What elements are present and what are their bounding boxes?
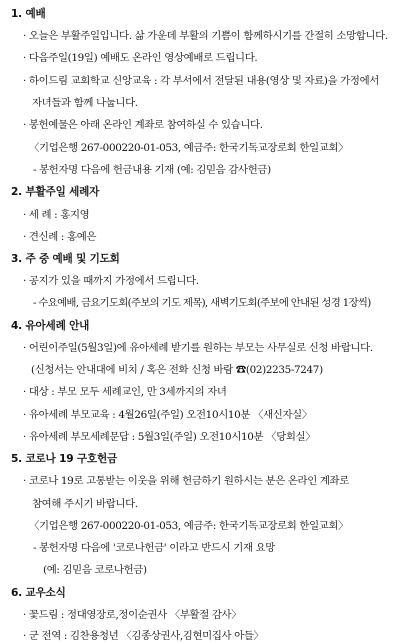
- section-heading-member-news: 6. 교우소식: [11, 587, 66, 599]
- bank-account-line: 〈기업은행 267-000220-01-053, 예금주: 한국기독교장로회 한일교회〉: [29, 142, 349, 154]
- infant-line-2: (신청서는 안내대에 비치 / 혹은 전화 신청 바람 ☎(02)2235-7247): [31, 364, 323, 376]
- prayer-line-2: - 수요예배, 금요기도회(주보의 기도 제목), 새벽기도회(주보에 안내된 성경 1장씩): [33, 297, 371, 309]
- covid-line-2: 참여해 주시기 바랍니다.: [32, 498, 138, 510]
- worship-line-1: · 오늘은 부활주일입니다. 삶 가운데 부활의 기쁨이 함께하시기를 간절히 소망합니다.: [23, 30, 388, 42]
- section-heading-worship: 1. 예배: [11, 8, 46, 20]
- worship-line-2: · 다음주일(19일) 예배도 온라인 영상예배로 드립니다.: [23, 52, 258, 64]
- prayer-line-1: · 공지가 있을 때까지 가정에서 드립니다.: [23, 275, 199, 287]
- infant-line-5: · 유아세례 부모세례문답 : 5월3일(주일) 오전10시10분 〈당회실〉: [23, 431, 316, 443]
- section-heading-baptism: 2. 부활주일 세례자: [11, 186, 100, 198]
- infant-line-1: · 어린이주일(5월3일)에 유아세례 받기를 원하는 부모는 사무실로 신청 바랍니다.: [23, 342, 373, 354]
- covid-line-5: (예: 김믿음 코로나헌금): [43, 564, 147, 576]
- worship-line-5: · 봉헌예물은 아래 온라인 계좌로 참여하실 수 있습니다.: [23, 119, 263, 131]
- offering-note-line: - 봉헌자명 다음에 헌금내용 기재 (예: 김믿음 감사헌금): [33, 164, 271, 176]
- infant-line-4: · 유아세례 부모교육 : 4월26일(주일) 오전10시10분 〈새신자실〉: [23, 409, 312, 421]
- news-line-2: · 군 전역 : 김찬용청년 〈김종상권사,김현미집사 아들〉: [23, 630, 264, 642]
- worship-line-3: · 하이드림 교회학교 신앙교육 : 각 부서에서 전달된 내용(영상 및 자료)을 가정에서: [23, 75, 379, 87]
- covid-bank-account-line: 〈기업은행 267-000220-01-053, 예금주: 한국기독교장로회 한일교회〉: [29, 520, 349, 532]
- worship-line-4: 자녀들과 함께 나눕니다.: [32, 97, 138, 109]
- covid-line-1: · 코로나 19로 고통받는 이웃을 위해 헌금하기 원하시는 분은 온라인 계좌로: [23, 475, 349, 487]
- section-heading-covid-relief: 5. 코로나 19 구호헌금: [11, 453, 118, 465]
- baptism-line-2: · 견신례 : 홍예은: [23, 231, 97, 243]
- baptism-line-1: · 세 례 : 홍지영: [23, 209, 90, 221]
- news-line-1: · 꽃드림 : 정대영장로,정이순권사 〈부활절 감사〉: [23, 609, 242, 621]
- section-heading-infant-baptism: 4. 유아세례 안내: [11, 320, 90, 332]
- section-heading-weekly-prayer: 3. 주 중 예배 및 기도회: [11, 253, 120, 265]
- infant-line-3: · 대상 : 부모 모두 세례교인, 만 3세까지의 자녀: [23, 386, 227, 398]
- covid-line-4: - 봉헌자명 다음에 '코로나헌금' 이라고 반드시 기재 요망: [33, 542, 275, 554]
